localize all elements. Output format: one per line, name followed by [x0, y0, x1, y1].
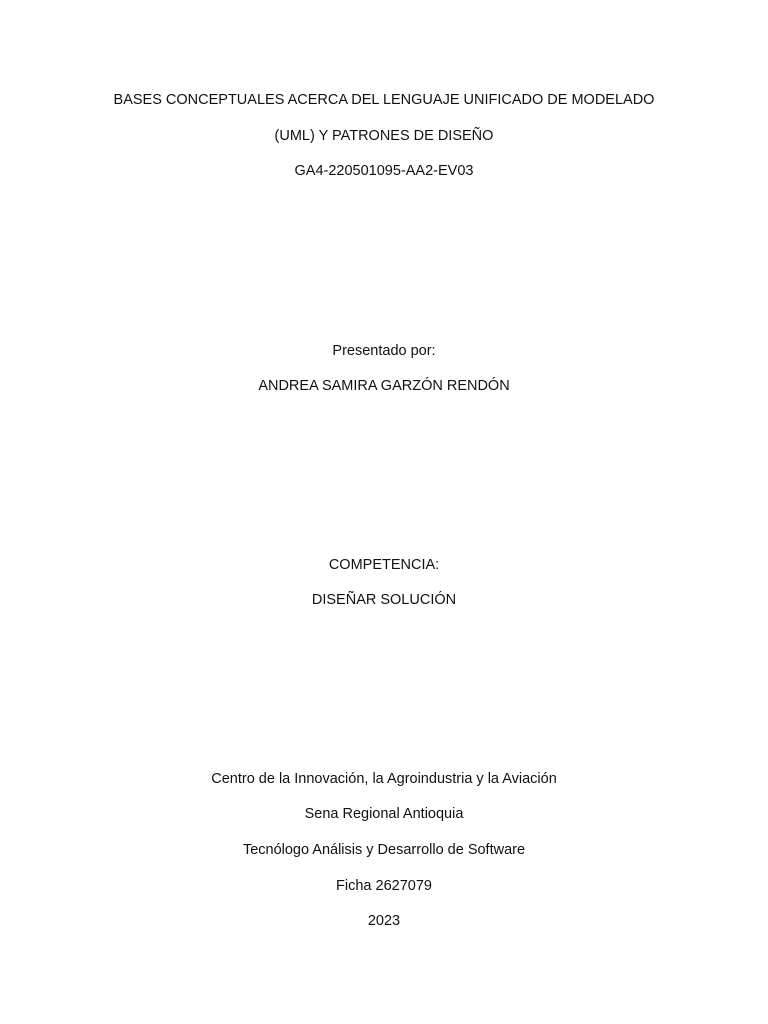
- competence-label: COMPETENCIA:: [328, 557, 440, 573]
- year: 2023: [367, 913, 401, 929]
- title-line-2: (UML) Y PATRONES DE DISEÑO: [274, 128, 494, 144]
- author-name: ANDREA SAMIRA GARZÓN RENDÓN: [258, 378, 510, 394]
- title-line-1: BASES CONCEPTUALES ACERCA DEL LENGUAJE UNIFICADO DE MODELADO: [113, 92, 655, 108]
- program-name: Tecnólogo Análisis y Desarrollo de Software: [242, 842, 526, 858]
- evidence-code: GA4-220501095-AA2-EV03: [294, 163, 474, 179]
- presented-by-label: Presentado por:: [332, 343, 436, 359]
- regional-office: Sena Regional Antioquia: [304, 806, 464, 822]
- ficha-number: Ficha 2627079: [336, 878, 432, 894]
- training-center: Centro de la Innovación, la Agroindustria y la Aviación: [211, 771, 557, 787]
- competence-value: DISEÑAR SOLUCIÓN: [311, 592, 457, 608]
